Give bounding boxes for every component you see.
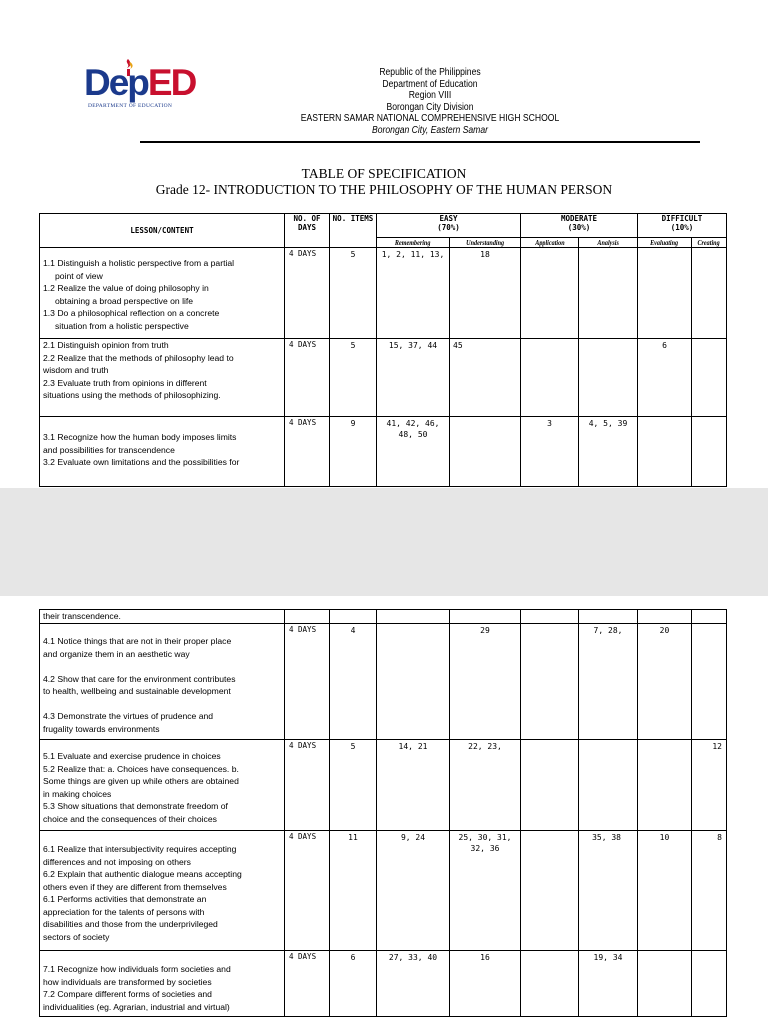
analysis-cell: [579, 740, 638, 831]
days-cell: 4 DAYS: [285, 248, 330, 339]
title-line-2: Grade 12- INTRODUCTION TO THE PHILOSOPHY OF THE HUMAN PERSON: [155, 182, 613, 197]
header-difficult: DIFFICULT (10%): [638, 214, 727, 238]
understanding-cell: 18: [450, 248, 521, 339]
title-line-1: TABLE OF SPECIFICATION: [301, 166, 467, 181]
table-row: [40, 624, 727, 740]
lesson-content: 5.1 Evaluate and exercise prudence in choices 5.2 Realize that: a. Choices have consequences. b. Some things are given up while others are obtained in making choices 5.3 Show situations that demonstrate freedom of choice and the consequences of their choices: [40, 740, 285, 831]
table-row: [40, 831, 727, 951]
days-cell: 4 DAYS: [285, 624, 330, 740]
header-divider: [140, 141, 700, 143]
creating-cell: 12: [692, 740, 727, 831]
creating-cell: 8: [692, 831, 727, 951]
letterhead: [230, 67, 630, 136]
header-school: EASTERN SAMAR NATIONAL COMPREHENSIVE HIGH SCHOOL: [300, 113, 560, 124]
header-days: NO. OF DAYS: [285, 214, 330, 248]
days-cell: 4 DAYS: [285, 339, 330, 417]
deped-logo: [84, 58, 194, 114]
evaluating-cell: [638, 248, 692, 339]
logo-subtitle: DEPARTMENT OF EDUCATION: [88, 103, 173, 109]
items-cell: 5: [330, 740, 377, 831]
creating-cell: [692, 417, 727, 487]
lesson-content: 4.1 Notice things that are not in their proper place and organize them in an aesthetic way 4.2 Show that care for the environment contributes to health, wellbeing and sustainable development 4.3 Demonstrate the virtues of prudence and frugality towards environments: [40, 624, 285, 740]
items-cell: 4: [330, 624, 377, 740]
evaluating-cell: 6: [638, 339, 692, 417]
table-row: [40, 740, 727, 831]
lesson-content: 1.1 Distinguish a holistic perspective from a partial point of view 1.2 Realize the value of doing philosophy in obtaining a broad perspective on life 1.3 Do a philosophical reflection on a concrete situation from a holistic perspective: [40, 248, 285, 339]
evaluating-cell: [638, 951, 692, 1017]
creating-cell: [692, 951, 727, 1017]
remembering-cell: 1, 2, 11, 13,: [377, 248, 450, 339]
subheader-evaluating: Evaluating: [638, 238, 692, 248]
days-cell: 4 DAYS: [285, 417, 330, 487]
creating-cell: [692, 248, 727, 339]
logo-wordmark: DepED: [84, 62, 196, 103]
specification-table: [39, 213, 727, 487]
header-republic: Republic of the Philippines: [379, 67, 481, 78]
application-cell: [521, 339, 579, 417]
evaluating-cell: 20: [638, 624, 692, 740]
application-cell: [521, 740, 579, 831]
items-cell: 6: [330, 951, 377, 1017]
remembering-cell: 41, 42, 46, 48, 50: [377, 417, 450, 487]
analysis-cell: 35, 38: [579, 831, 638, 951]
specification-table-continued: [39, 609, 727, 1017]
understanding-cell: 45: [450, 339, 521, 417]
document-page-2: [0, 596, 768, 1024]
understanding-cell: 29: [450, 624, 521, 740]
lesson-content: 2.1 Distinguish opinion from truth 2.2 Realize that the methods of philosophy lead to wisdom and truth 2.3 Evaluate truth from opinions in different situations using the methods of philosophizing.: [40, 339, 285, 417]
subheader-application: Application: [521, 238, 579, 248]
lesson-content: 3.1 Recognize how the human body imposes limits and possibilities for transcendence 3.2 Evaluate own limitations and the possibilities for: [40, 417, 285, 487]
understanding-cell: 16: [450, 951, 521, 1017]
header-lesson: LESSON/CONTENT: [40, 214, 285, 248]
header-address: Borongan City, Eastern Samar: [371, 124, 488, 136]
analysis-cell: [579, 248, 638, 339]
analysis-cell: 4, 5, 39: [579, 417, 638, 487]
evaluating-cell: [638, 740, 692, 831]
header-department: Department of Education: [382, 78, 478, 90]
analysis-cell: [579, 339, 638, 417]
application-cell: [521, 248, 579, 339]
lesson-content: 6.1 Realize that intersubjectivity requires accepting differences and not imposing on others 6.2 Explain that authentic dialogue means accepting others even if they are different from themselves 6.1 Performs activities that demonstrate an appreciation for the talents of persons with disabilities and those from the underprivileged sectors of society: [40, 831, 285, 951]
subheader-remembering: Remembering: [377, 238, 450, 248]
table-row: [40, 248, 727, 339]
creating-cell: [692, 339, 727, 417]
header-items: NO. ITEMS: [330, 214, 377, 248]
items-cell: 5: [330, 248, 377, 339]
remembering-cell: 14, 21: [377, 740, 450, 831]
items-cell: 11: [330, 831, 377, 951]
application-cell: [521, 624, 579, 740]
remembering-cell: 27, 33, 40: [377, 951, 450, 1017]
remembering-cell: 9, 24: [377, 831, 450, 951]
creating-cell: [692, 624, 727, 740]
header-division: Borongan City Division: [386, 101, 474, 113]
document-page-1: [0, 0, 768, 488]
evaluating-cell: 10: [638, 831, 692, 951]
understanding-cell: 25, 30, 31, 32, 36: [450, 831, 521, 951]
table-row: [40, 417, 727, 487]
header-moderate: MODERATE (30%): [521, 214, 638, 238]
remembering-cell: [377, 624, 450, 740]
analysis-cell: 7, 28,: [579, 624, 638, 740]
application-cell: [521, 831, 579, 951]
analysis-cell: 19, 34: [579, 951, 638, 1017]
days-cell: 4 DAYS: [285, 951, 330, 1017]
lesson-content: 7.1 Recognize how individuals form societies and how individuals are transformed by societies 7.2 Compare different forms of societies and individualities (eg. Agrarian, industrial and virtual): [40, 951, 285, 1017]
table-row: [40, 339, 727, 417]
header-easy: EASY (70%): [377, 214, 521, 238]
subheader-analysis: Analysis: [579, 238, 638, 248]
lesson-content: their transcendence.: [40, 610, 285, 624]
application-cell: [521, 951, 579, 1017]
evaluating-cell: [638, 417, 692, 487]
understanding-cell: [450, 417, 521, 487]
table-row: [40, 951, 727, 1017]
days-cell: 4 DAYS: [285, 740, 330, 831]
understanding-cell: 22, 23,: [450, 740, 521, 831]
table-row: [40, 610, 727, 624]
subheader-creating: Creating: [692, 238, 727, 248]
items-cell: 5: [330, 339, 377, 417]
document-title: [0, 166, 768, 198]
days-cell: 4 DAYS: [285, 831, 330, 951]
header-region: Region VIII: [408, 90, 452, 101]
application-cell: 3: [521, 417, 579, 487]
remembering-cell: 15, 37, 44: [377, 339, 450, 417]
subheader-understanding: Understanding: [450, 238, 521, 248]
items-cell: 9: [330, 417, 377, 487]
